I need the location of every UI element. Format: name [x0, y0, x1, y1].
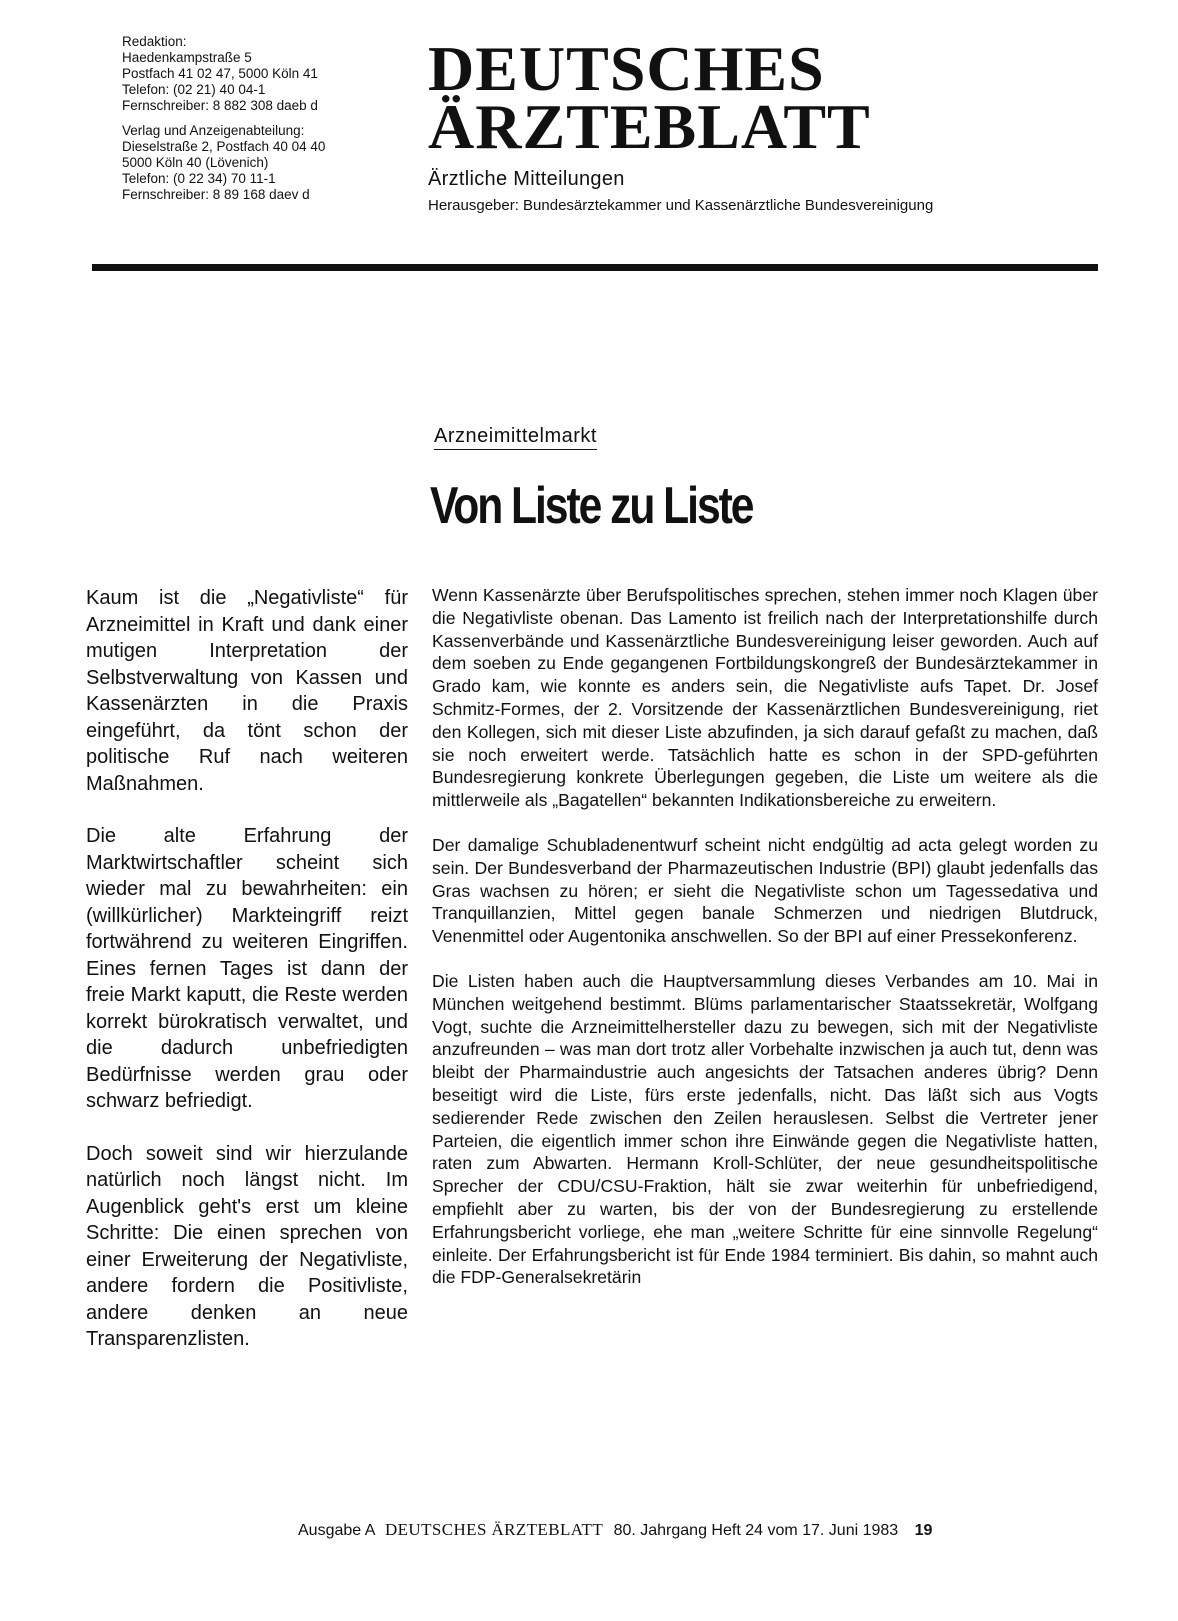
masthead-publisher: Herausgeber: Bundesärztekammer und Kassenärztliche Bundesvereinigung	[428, 197, 934, 214]
address-block-editorial	[122, 34, 412, 114]
footer-paper-name: DEUTSCHES ÄRZTEBLATT	[384, 1520, 604, 1539]
body-column	[432, 584, 1098, 1311]
masthead-title-line1: DEUTSCHES	[428, 33, 825, 104]
address-line: Postfach 41 02 47, 5000 Köln 41	[122, 66, 318, 81]
address-line: Fernschreiber: 8 89 168 daev d	[122, 187, 310, 202]
intro-paragraph: Die alte Erfahrung der Marktwirtschaftler scheint sich wieder mal zu bewahrheiten: ein (willkürlicher) Markteingriff reizt fortwährend zu weiteren Eingriffen. Eines fernen Tages ist dann der freie Markt kaputt, die Reste werden korrekt bürokratisch verwaltet, und die dadurch unbefriedigten Bedürfnisse werden grau oder schwarz befriedigt.	[86, 825, 408, 1112]
body-paragraph: Der damalige Schubladenentwurf scheint nicht endgültig ad acta gelegt worden zu sein. Der Bundesverband der Pharmazeutischen Industrie (BPI) glaubt jedenfalls das Gras wachsen zu hören; er sieht die Negativliste schon um Tagessedativa und Tranquillanzien, Mittel gegen banale Schmerzen und niedrigen Blutdruck, Venenmittel oder Augentonika anschwellen. So der BPI auf einer Pressekonferenz.	[432, 834, 1098, 947]
address-line: Dieselstraße 2, Postfach 40 04 40	[122, 139, 326, 154]
footer-edition: Ausgabe A	[298, 1522, 375, 1539]
editorial-address	[122, 34, 412, 212]
masthead	[428, 33, 1098, 216]
address-line: Haedenkampstraße 5	[122, 50, 252, 65]
page-number: 19	[914, 1522, 933, 1539]
body-paragraph: Die Listen haben auch die Hauptversammlung dieses Verbandes am 10. Mai in München weitgehend bestimmt. Blüms parlamentarischer Staatssekretär, Wolfgang Vogt, suchte die Arzneimittelhersteller dazu zu bewegen, sich mit der Negativliste anzufreunden – was man dort trotz aller Vorbehalte inzwischen ja auch tut, denn was bleibt der Pharmaindustrie auch angesichts der Tatsachen anderes übrig? Denn beseitigt wird die Liste, fürs erste jedenfalls, nicht. Das läßt sich aus Vogts sedierender Rede zwischen den Zeilen herauslesen. Selbst die Vertreter jener Parteien, die eigentlich immer schon ihre Einwände gegen die Negativliste hatten, raten zum Abwarten. Hermann Kroll-Schlüter, der neue gesundheitspolitische Sprecher der CDU/CSU-Fraktion, hält sie zwar weiterhin für unbefriedigend, empfiehlt aber zu warten, bis der von der Bundesregierung zu erstellende Erfahrungsbericht vorliege, ehe man „weitere Schritte für eine sinnvolle Regelung“ einleite. Der Erfahrungsbericht ist für Ende 1984 terminiert. Bis dahin, so mahnt auch die FDP-Generalsekretärin	[432, 970, 1098, 1288]
page-footer	[298, 1520, 932, 1541]
address-block-publisher	[122, 123, 412, 203]
address-line: Verlag und Anzeigenabteilung:	[122, 123, 305, 138]
address-line: Telefon: (02 21) 40 04-1	[122, 82, 266, 97]
masthead-title-line2: ÄRZTEBLATT	[428, 91, 871, 162]
article-kicker: Arzneimittelmarkt	[434, 424, 597, 450]
address-line: 5000 Köln 40 (Lövenich)	[122, 155, 269, 170]
header-rule	[92, 264, 1098, 271]
body-paragraph: Wenn Kassenärzte über Berufspolitisches sprechen, stehen immer noch Klagen über die Negativliste obenan. Das Lamento ist freilich nach der Interpretationshilfe durch Kassenverbände und Kassenärztliche Bundesvereinigung leiser geworden. Auch auf dem soeben zu Ende gegangenen Fortbildungskongreß der Bundesärztekammer in Grado kam, wie konnte es anders sein, die Negativliste aufs Tapet. Dr. Josef Schmitz-Formes, der 2. Vorsitzende der Kassenärztlichen Bundesvereinigung, riet den Kollegen, sich mit dieser Liste abzufinden, ja sich darauf gefaßt zu machen, daß sie noch erweitert werde. Tatsächlich hatte es schon in der SPD-geführten Bundesregierung konkrete Überlegungen gegeben, die Liste um weitere als die mittlerweile als „Bagatellen“ bekannten Indikationsbereiche zu erweitern.	[432, 585, 1098, 811]
address-line: Redaktion:	[122, 34, 187, 49]
address-line: Fernschreiber: 8 882 308 daeb d	[122, 98, 318, 113]
article-headline: Von Liste zu Liste	[430, 477, 753, 535]
intro-column	[86, 585, 408, 1379]
footer-issue: 80. Jahrgang Heft 24 vom 17. Juni 1983	[613, 1522, 899, 1539]
intro-paragraph: Doch soweit sind wir hierzulande natürlich noch längst nicht. Im Augenblick geht's erst um kleine Schritte: Die einen sprechen von einer Erweiterung der Negativliste, andere fordern die Positivliste, andere denken an neue Transparenzlisten.	[86, 1142, 408, 1350]
intro-paragraph: Kaum ist die „Negativliste“ für Arzneimittel in Kraft und dank einer mutigen Interpretation der Selbstverwaltung von Kassen und Kassenärzten in die Praxis eingeführt, da tönt schon der politische Ruf nach weiteren Maßnahmen.	[86, 587, 408, 795]
address-line: Telefon: (0 22 34) 70 11-1	[122, 171, 276, 186]
masthead-subtitle: Ärztliche Mitteilungen	[428, 168, 625, 190]
